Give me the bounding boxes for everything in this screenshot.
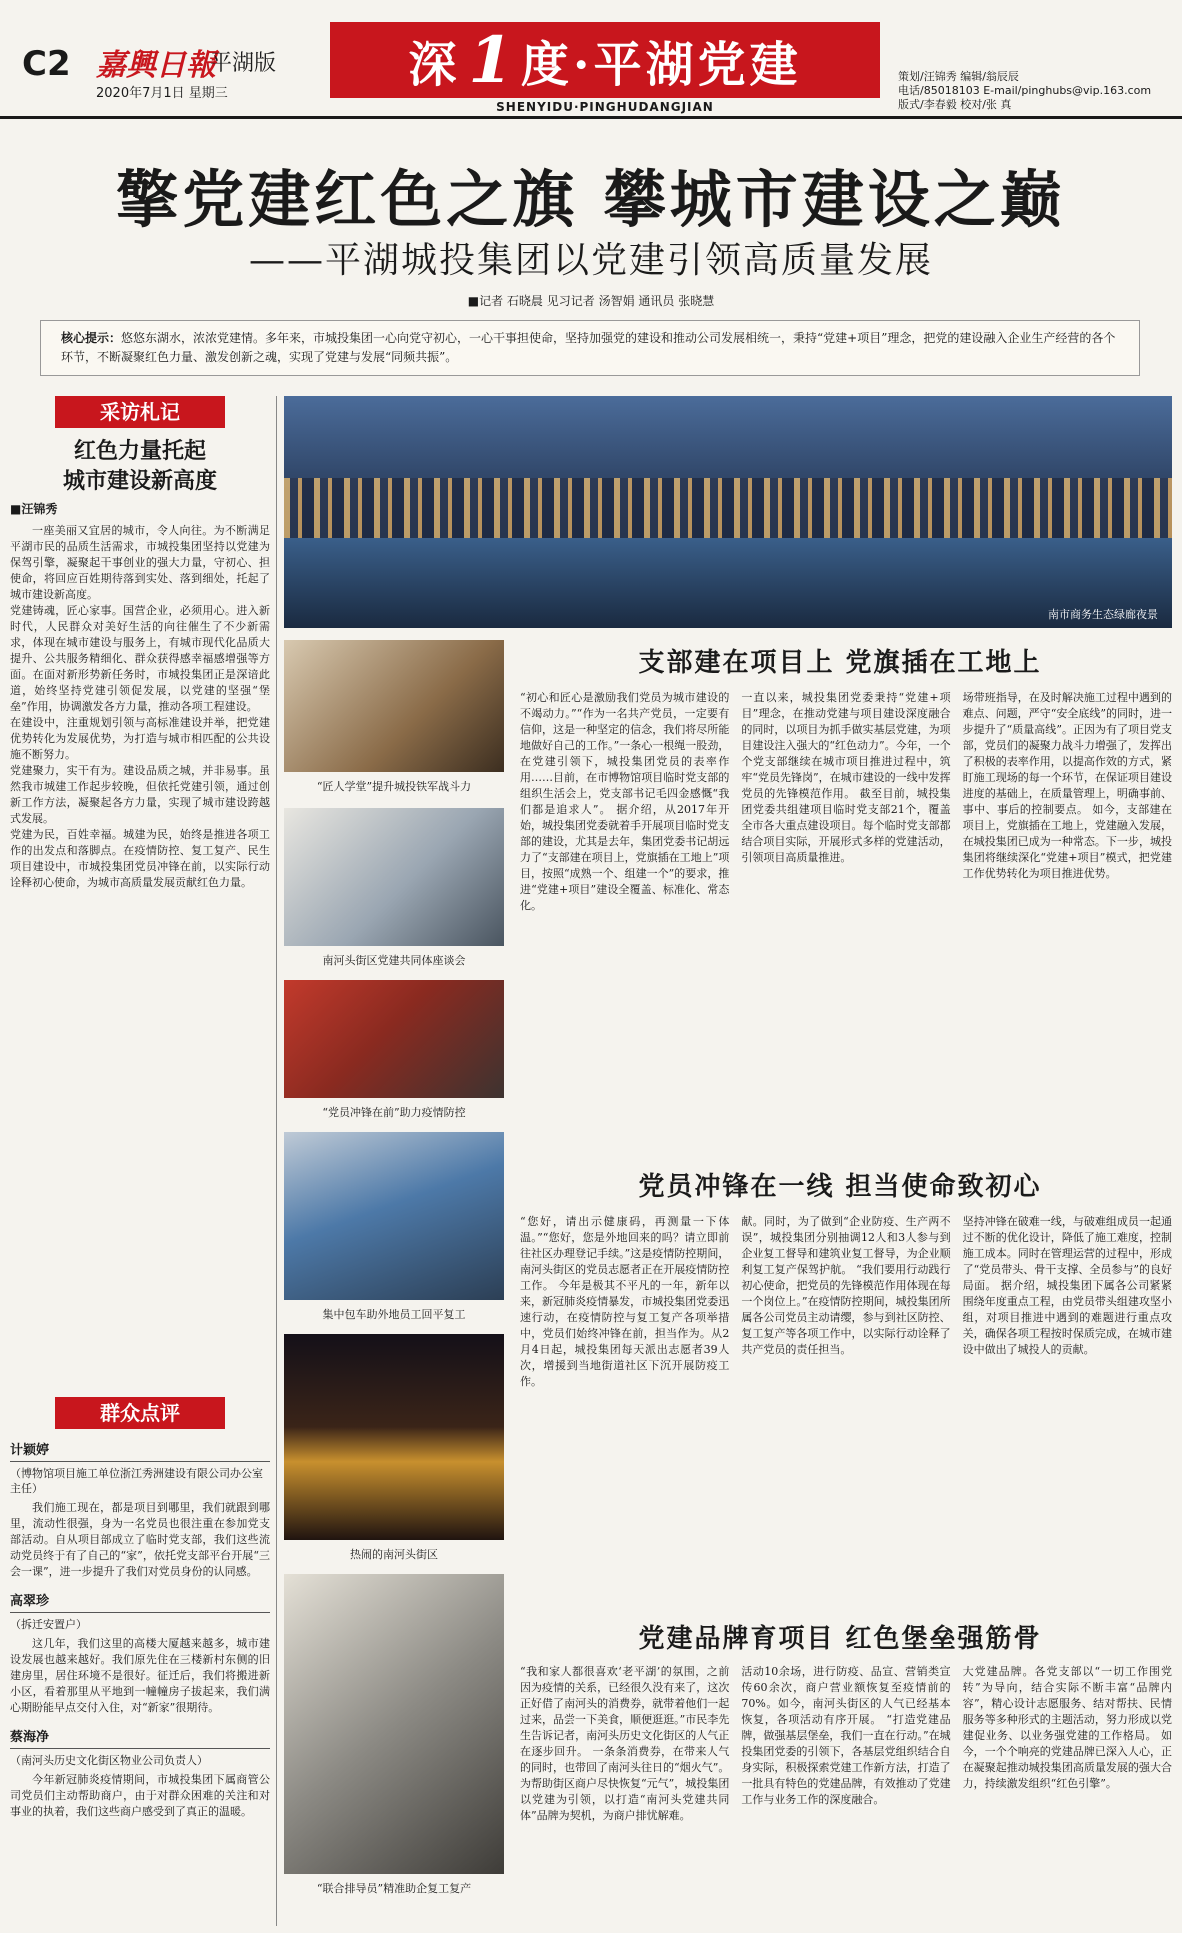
main-photo-caption: 南市商务生态绿廊夜景 — [1048, 608, 1158, 621]
article-subhead: ——平湖城投集团以党建引领高质量发展 — [248, 240, 933, 281]
banner-post: 度·平湖党建 — [520, 36, 802, 93]
photo-epidemic-checkpoint — [284, 980, 504, 1098]
river — [284, 538, 1172, 628]
section-heading: 支部建在项目上 党旗插在工地上 — [638, 648, 1042, 678]
comment-role: （拆迁安置户） — [10, 1618, 87, 1631]
core-summary-box — [40, 320, 1140, 376]
public-comments-tag: 群众点评 — [55, 1397, 225, 1429]
photo-nanhetou-street — [284, 1334, 504, 1540]
photo-training-class — [284, 640, 504, 772]
column-divider — [276, 396, 277, 1926]
banner-pinyin: SHENYIDU·PINGHUDANGJIAN — [496, 100, 714, 114]
banner-number: 1 — [468, 22, 513, 98]
left-article-body: 一座美丽又宜居的城市，令人向往。为不断满足平湖市民的品质生活需求，市城投集团坚持以党建为保驾引擎，凝聚起干事创业的强大力量，守初心、担使命，将回应百姓期待落到实处、落到细处，托起了城市建设新高度。 党建铸魂，匠心家事。国营企业，必须用心。进入新时代，人民群众对美好生活的向往催生了不少新需求，体现在城市建设与服务上，有城市现代化品质大提升、公共服务精细化、群众获得感幸福感增强等方面。在面对新形势新任务时，市城投集团正是深谙此道，始终坚持党建引领促发展，以党建的坚强“堡垒”作用，协调激发各方力量，推动各项工程建设。 在建设中，注重规划引领与高标准建设并举，把党建优势转化为发展优势，为打造与城市相匹配的公共设施不断努力。 党建聚力，实干有为。建设品质之城，并非易事。虽然我市城建工作起步较晚，但依托党建引领，通过创新工作方法，凝聚起各方力量，实现了城市建设跨越式发展。 党建为民，百姓幸福。城建为民，始终是推进各项工作的出发点和落脚点。在疫情防控、复工复产、民生项目建设中，市城投集团党员冲锋在前，以实际行动诠释初心使命，为城市高质量发展贡献红色力量。 — [10, 524, 270, 889]
masthead — [0, 0, 1182, 118]
photo-block — [284, 1574, 504, 1906]
comment-item — [10, 1439, 270, 1580]
credits-line-1: 策划/汪锦秀 编辑/翁辰辰 — [898, 70, 1019, 83]
core-text: 悠悠东湖水，浓浓党建情。多年来，市城投集团一心向党守初心，一心干事担使命，坚持加强党的建设和推动公司发展相统一，秉持“党建+项目”理念，把党的建设融入企业生产经营的各个环节，不断凝聚红色力量、激发创新之魂，实现了党建与发展“同频共振”。 — [61, 331, 1116, 364]
section-heading: 党建品牌育项目 红色堡垒强筋骨 — [638, 1624, 1042, 1654]
photo-caption: “党员冲锋在前”助力疫情防控 — [322, 1106, 466, 1119]
interview-notes-tag: 采访札记 — [55, 396, 225, 428]
comment-name: 高翠珍 — [10, 1590, 270, 1613]
text-column: 一直以来，城投集团党委秉持“党建+项目”理念，在推动党建与项目建设深度融合的同时，以项目为抓手做实基层党建，为项目建设注入强大的“红色动力”。今年，一个个党支部继续在城市项目推进过程中，筑牢“党员先锋岗”，在城市建设的一线中发挥党员的先锋模范作用。 截至目前，城投集团党委共组建项目临时党支部21个，覆盖全市各大重点建设项目。每个临时党支部都结合项目实际，开展形式多样的党建活动，引领项目高质量推进。 — [741, 691, 951, 864]
photo-caption: “匠人学堂”提升城投铁军战斗力 — [316, 780, 472, 793]
banner-pre: 深 — [408, 36, 461, 93]
text-column: “初心和匠心是激励我们党员为城市建设的不竭动力。”“作为一名共产党员，一定要有信仰，这是一种坚定的信念，我们将尽所能地做好自己的工作。”一条心一根绳一股劲，在党建引领下，城投集团党员的表率作用……目前，在市博物馆项目临时党支部的组织生活会上，党支部书记毛四金感慨“我们都是追求人”。 据介绍，从2017年开始，城投集团党委就着手开展项目临时党支部的建设，尤其是去年，集团党委书记胡远力了“支部建在项目上，党旗插在工地上”项目，按照“成熟一个、组建一个”的要求，推进“党建+项目”建设全覆盖、标准化、常态化。 — [520, 691, 730, 912]
edition-name: 平湖版 — [210, 51, 277, 76]
photo-caption: 热闹的南河头街区 — [350, 1548, 438, 1561]
article-headline: 擎党建红色之旗 攀城市建设之巅 — [116, 163, 1066, 236]
photo-block — [284, 980, 504, 1130]
section-heading: 党员冲锋在一线 担当使命致初心 — [638, 1172, 1042, 1202]
photo-block — [284, 1334, 504, 1572]
comment-name: 计颖婷 — [10, 1439, 270, 1462]
comment-name: 蔡海净 — [10, 1726, 270, 1749]
editor-credits — [898, 70, 1151, 112]
photo-caption: 集中包车助外地员工回平复工 — [322, 1308, 466, 1321]
credits-line-2: 电话/85018103 E-mail/pinghubs@vip.163.com — [898, 84, 1152, 97]
left-article-author: ■汪锦秀 — [10, 502, 58, 516]
comment-body: 我们施工现在，都是项目到哪里，我们就跟到哪里，流动性很强，身为一名党员也很注重在参加党支部活动。自从项目部成立了临时党支部，我们这些流动党员终于有了自己的“家”，依托党支部平台开展“三会一课”，进一步提升了我们对党员身份的认同感。 — [10, 1501, 270, 1578]
comment-item — [10, 1726, 270, 1820]
photo-block — [284, 1132, 504, 1332]
masthead-rule — [0, 116, 1182, 119]
issue-date: 2020年7月1日 星期三 — [96, 86, 228, 101]
photo-block — [284, 808, 504, 978]
photo-meeting-room — [284, 808, 504, 946]
photo-block — [284, 640, 504, 804]
photo-chartered-bus — [284, 1132, 504, 1300]
section-body — [520, 690, 1172, 1150]
comment-role: （南河头历史文化街区物业公司负责人） — [10, 1754, 208, 1767]
core-label: 核心提示： — [61, 331, 122, 345]
comment-body: 这几年，我们这里的高楼大厦越来越多，城市建设发展也越来越好。我们原先住在三楼新村东侧的旧建房里，居住环境不是很好。征迁后，我们将搬进新小区，看着那里从平地到一幢幢房子拔起来，我们满心期盼能早点交付入住，对“新家”很期待。 — [10, 1637, 270, 1714]
section-body — [520, 1664, 1172, 1926]
text-column: 坚持冲锋在破难一线，与破难组成员一起通过不断的优化设计，降低了施工难度，控制施工成本。同时在管理运营的过程中，形成了“党员带头、骨干支撑、全员参与”的良好局面。 据介绍，城投集团下属各公司紧紧围绕年度重点工程，由党员带头组建攻坚小组，对项目推进中遇到的难题进行重点攻关，确保各项工程按时保质完成，在城市建设中做出了城投人的贡献。 — [962, 1215, 1172, 1356]
text-column: 场带班指导，在及时解决施工过程中遇到的难点、问题，严守“安全底线”的同时，进一步提升了“质量高线”。正因为有了项目党支部，党员们的凝聚力战斗力增强了，发挥出了积极的表率作用，以提高作效的方式，紧盯施工现场的每一个环节，在保证项目建设进度的基础上，在质量管理上，明确事前、事中、事后的控制要点。 如今，支部建在项目上，党旗插在工地上，党建融入发展，在城投集团已成为一种常态。下一步，城投集团将继续深化“党建+项目”模式，把党建工作优势转化为项目推进优势。 — [962, 691, 1172, 880]
section-body — [520, 1214, 1172, 1594]
text-column: “我和家人都很喜欢‘老平湖’的氛围，之前因为疫情的关系，已经很久没有来了，这次正好借了南河头的消费券，就带着他们一起过来，品尝一下美食，顺便逛逛。”市民李先生告诉记者，南河头历史文化街区的人气正在逐步回升。 一条条消费券，在带来人气的同时，也带回了南河头往日的“烟火气”。为帮助街区商户尽快恢复“元气”，城投集团以党建为引领，以打造“南河头党建共同体”品牌为契机，为商户排忧解难。 — [520, 1665, 730, 1822]
article-byline: ■记者 石晓晨 见习记者 汤智娟 通讯员 张晓慧 — [467, 294, 715, 308]
photo-liaison-officers — [284, 1574, 504, 1874]
text-column: 活动10余场，进行防疫、品宣、营销类宣传60余次，商户营业额恢复至疫情前的70%。如今，南河头街区的人气已经基本恢复，各项活动有序开展。 “打造党建品牌，做强基层堡垒，我们一直在行动。”在城投集团党委的引领下，各基层党组织结合自身实际，积极探索党建工作新方法，打造了一批具有特色的党建品牌，有效推动了党建工作与业务工作的深度融合。 — [741, 1665, 951, 1806]
comment-body: 今年新冠肺炎疫情期间，市城投集团下属商管公司党员们主动帮助商户，由于对群众困难的关注和对事业的执着，我们这些商户感受到了真正的温暖。 — [10, 1773, 270, 1818]
newspaper-name: 嘉興日報 — [96, 48, 216, 83]
section-banner — [330, 22, 880, 98]
text-column: “您好，请出示健康码，再测量一下体温。”“您好，您是外地回来的吗？请立即前往社区办理登记手续。”这是疫情防控期间，南河头街区的党员志愿者正在开展疫情防控工作。 今年是极其不平凡的一年，新年以来，新冠肺炎疫情暴发，市城投集团党委迅速行动，在疫情防控与复工复产各项举措中，党员们始终冲锋在前，担当作为。从2月4日起，城投集团每天派出志愿者39人次，增援到当地街道社区下沉开展防疫工作。 — [520, 1215, 730, 1388]
photo-caption: “联合排导员”精准助企复工复产 — [316, 1882, 472, 1895]
left-column — [10, 396, 270, 1820]
credits-line-3: 版式/李春毅 校对/张 真 — [898, 98, 1012, 111]
text-column: 大党建品牌。各党支部以“一切工作围党转”为导向，结合实际不断丰富“品牌内容”，精心设计志愿服务、结对帮扶、民情服务等多种形式的主题活动，努力形成以党建促业务、以业务强党建的工作格局。 如今，一个个响亮的党建品牌已深入人心，正在凝聚起推动城投集团高质量发展的强大合力，持续激发组织“红色引擎”。 — [962, 1665, 1172, 1790]
photo-caption: 南河头街区党建共同体座谈会 — [322, 954, 466, 967]
main-night-cityscape-photo — [284, 396, 1172, 628]
city-skyline — [284, 478, 1172, 538]
page-number: C2 — [22, 44, 71, 84]
text-column: 献。同时，为了做到“企业防疫、生产两不误”，城投集团分别抽调12人和3人参与到企业复工督导和建筑业复工督导，为企业顺利复工复产保驾护航。 “我们要用行动践行初心使命，把党员的先锋模范作用体现在每一个岗位上。”在疫情防控期间，城投集团所属各公司党员主动请缨，参与到社区防控、复工复产等各项工作中，以实际行动诠释了共产党员的责任担当。 — [741, 1215, 951, 1356]
comment-role: （博物馆项目施工单位浙江秀洲建设有限公司办公室主任） — [10, 1467, 263, 1495]
left-article-title: 红色力量托起 城市建设新高度 — [62, 438, 217, 494]
comment-item — [10, 1590, 270, 1716]
